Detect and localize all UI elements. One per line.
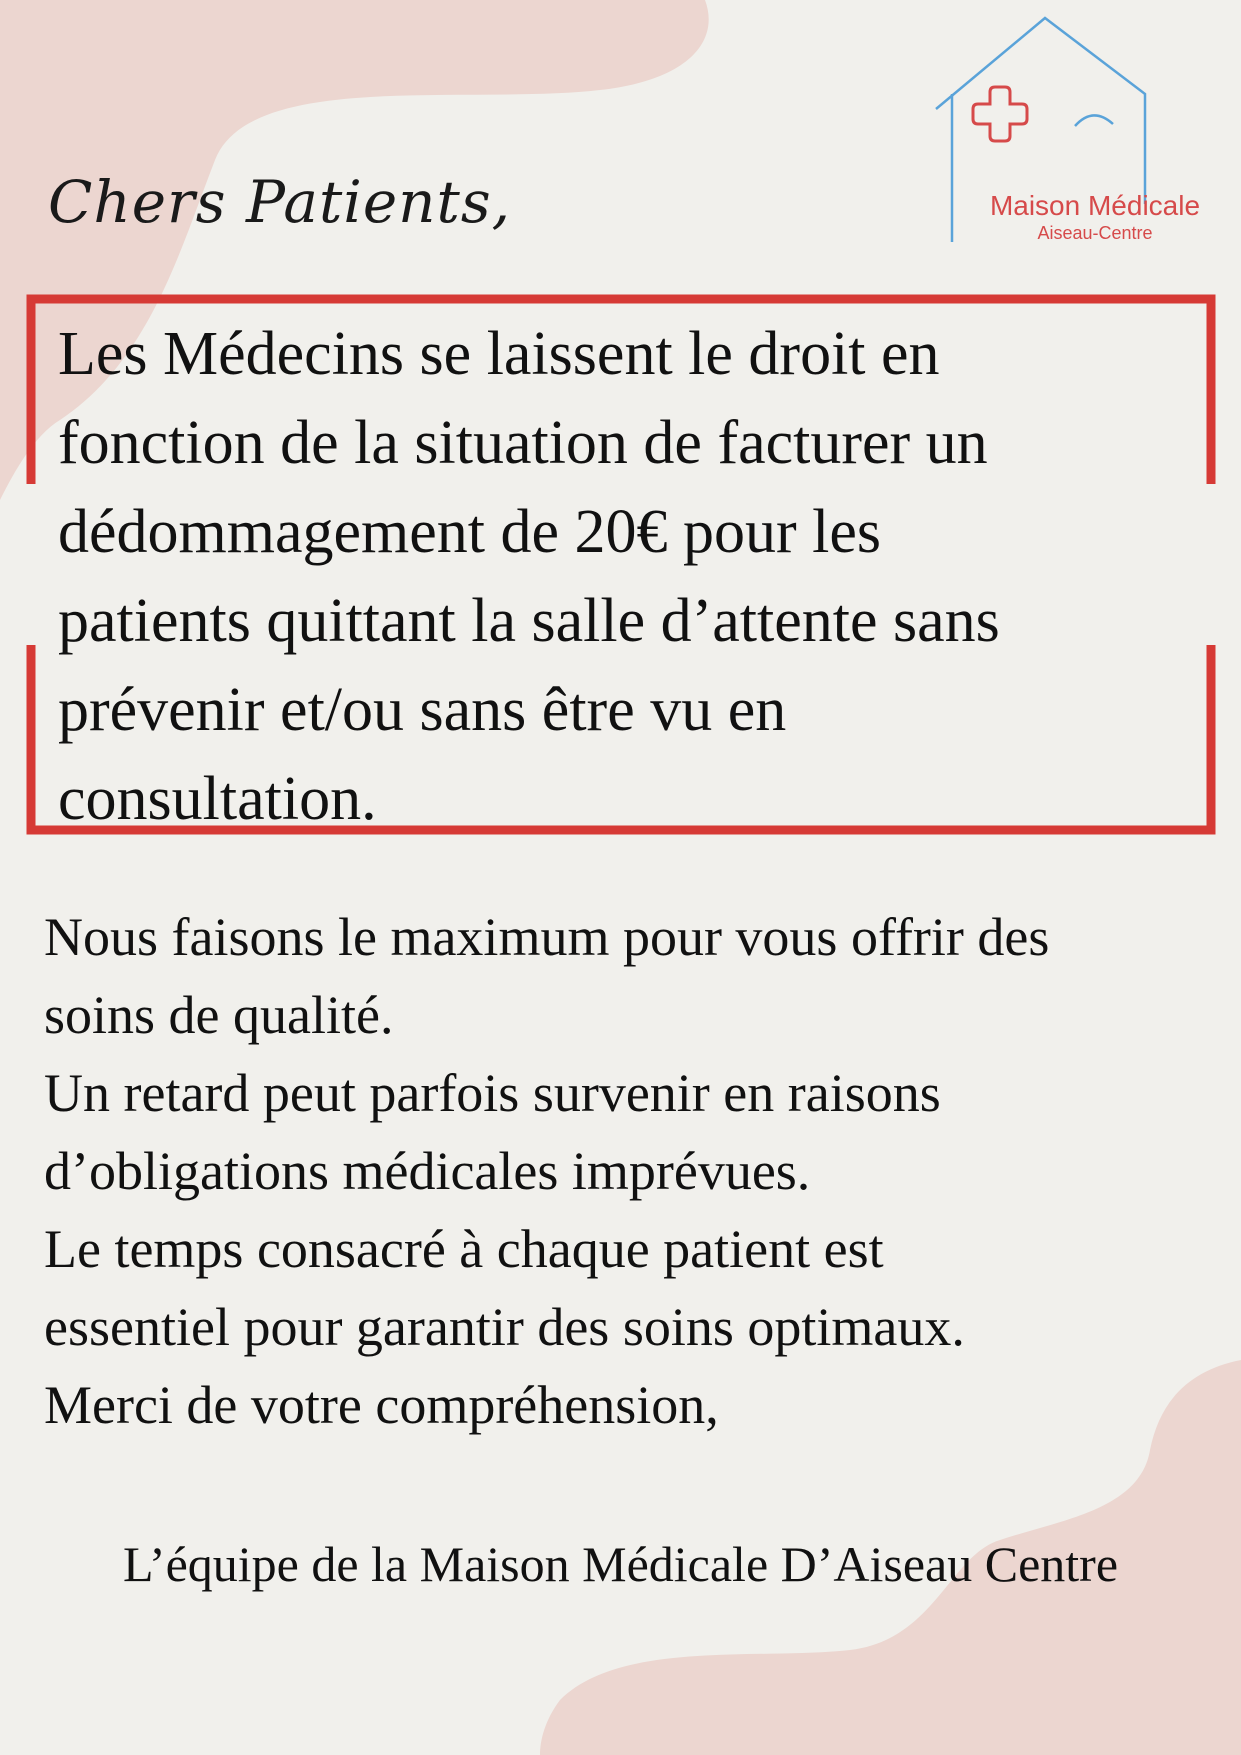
notice-line: Les Médecins se laissent le droit en	[58, 320, 940, 388]
notice-line: dédommagement de 20€ pour les	[58, 498, 882, 566]
billing-notice	[58, 310, 1208, 844]
logo-name: Maison Médicale	[989, 190, 1201, 221]
notice-line: consultation.	[58, 765, 377, 833]
body-line: soins de qualité.	[44, 985, 394, 1045]
body-line: Un retard peut parfois survenir en raisons	[44, 1063, 941, 1123]
signature: L’équipe de la Maison Médicale D’Aiseau Centre	[122, 1536, 1119, 1592]
body-paragraph	[44, 898, 1214, 1444]
body-line: essentiel pour garantir des soins optimaux.	[44, 1297, 965, 1357]
logo-subtitle: Aiseau-Centre	[1037, 223, 1153, 243]
notice-line: patients quittant la salle d’attente sans	[58, 587, 1000, 655]
body-line: d’obligations médicales imprévues.	[44, 1141, 811, 1201]
body-line: Merci de votre compréhension,	[44, 1375, 719, 1435]
body-line: Nous faisons le maximum pour vous offrir des	[44, 907, 1050, 967]
notice-line: fonction de la situation de facturer un	[58, 409, 988, 477]
greeting: Chers Patients,	[48, 168, 512, 236]
notice-line: prévenir et/ou sans être vu en	[58, 676, 787, 744]
body-line: Le temps consacré à chaque patient est	[44, 1219, 884, 1279]
